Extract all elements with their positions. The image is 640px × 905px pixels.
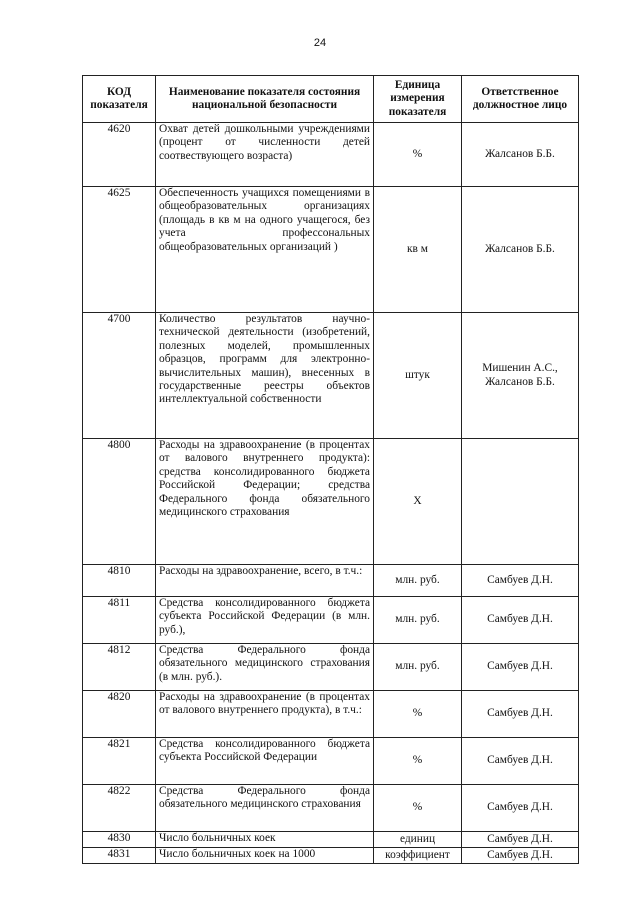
cell-unit: X <box>374 439 462 565</box>
cell-code: 4822 <box>83 785 156 832</box>
cell-name: Количество результатов научно-технической деятельности (изобретений, полезных моделей, промышленных образцов, программ для электронно-вычислительных машин), внесенных в государственные реестры объектов интеллектуальной собственности <box>156 313 374 439</box>
cell-responsible: Жалсанов Б.Б. <box>462 123 579 187</box>
cell-unit: млн. руб. <box>374 597 462 644</box>
cell-responsible: Самбуев Д.Н. <box>462 785 579 832</box>
cell-code: 4820 <box>83 691 156 738</box>
cell-unit: штук <box>374 313 462 439</box>
cell-code: 4811 <box>83 597 156 644</box>
cell-name: Средства консолидированного бюджета субъекта Российской Федерации (в млн. руб.), <box>156 597 374 644</box>
cell-code: 4700 <box>83 313 156 439</box>
cell-name: Средства консолидированного бюджета субъекта Российской Федерации <box>156 738 374 785</box>
table-body <box>83 123 579 864</box>
cell-name: Расходы на здравоохранение (в процентах от валового внутреннего продукта), в т.ч.: <box>156 691 374 738</box>
cell-name: Средства Федерального фонда обязательного медицинского страхования (в млн. руб.). <box>156 644 374 691</box>
cell-name: Число больничных коек на 1000 <box>156 848 374 864</box>
cell-name: Обеспеченность учащихся помещениями в общеобразовательных организациях (площадь в кв м на одного учащегося, без учета профессональных общеобразовательных организаций ) <box>156 187 374 313</box>
table-row <box>83 832 579 848</box>
cell-name: Расходы на здравоохранение, всего, в т.ч.: <box>156 565 374 597</box>
table-row <box>83 738 579 785</box>
cell-code: 4800 <box>83 439 156 565</box>
indicators-table <box>82 75 579 864</box>
cell-name: Число больничных коек <box>156 832 374 848</box>
table-row <box>83 848 579 864</box>
header-unit: Единица измерения показателя <box>374 76 462 123</box>
cell-unit: единиц <box>374 832 462 848</box>
cell-responsible: Мишенин А.С., Жалсанов Б.Б. <box>462 313 579 439</box>
cell-responsible: Самбуев Д.Н. <box>462 691 579 738</box>
cell-code: 4821 <box>83 738 156 785</box>
table-row <box>83 644 579 691</box>
cell-code: 4625 <box>83 187 156 313</box>
cell-responsible: Самбуев Д.Н. <box>462 565 579 597</box>
cell-name: Средства Федерального фонда обязательного медицинского страхования <box>156 785 374 832</box>
cell-code: 4831 <box>83 848 156 864</box>
cell-responsible: Самбуев Д.Н. <box>462 597 579 644</box>
cell-unit: кв м <box>374 187 462 313</box>
table-row <box>83 123 579 187</box>
table-row <box>83 597 579 644</box>
cell-unit: % <box>374 738 462 785</box>
cell-unit: % <box>374 691 462 738</box>
header-name: Наименование показателя состояния национальной безопасности <box>156 76 374 123</box>
header-responsible: Ответственное должностное лицо <box>462 76 579 123</box>
cell-responsible <box>462 439 579 565</box>
table-row <box>83 187 579 313</box>
cell-name: Расходы на здравоохранение (в процентах от валового внутреннего продукта): средства консолидированного бюджета Российской Федерации; средства Федерального фонда обязательного медицинского страхования <box>156 439 374 565</box>
cell-unit: коэффициент <box>374 848 462 864</box>
page-number: 24 <box>313 37 327 49</box>
header-code: КОД показателя <box>83 76 156 123</box>
cell-responsible: Самбуев Д.Н. <box>462 644 579 691</box>
cell-name: Охват детей дошкольными учреждениями (процент от численности детей соотвествующего возраста) <box>156 123 374 187</box>
cell-responsible: Самбуев Д.Н. <box>462 848 579 864</box>
cell-responsible: Самбуев Д.Н. <box>462 738 579 785</box>
cell-responsible: Жалсанов Б.Б. <box>462 187 579 313</box>
table-header-row <box>83 76 579 123</box>
table-row <box>83 439 579 565</box>
cell-unit: млн. руб. <box>374 565 462 597</box>
cell-unit: % <box>374 785 462 832</box>
cell-unit: млн. руб. <box>374 644 462 691</box>
cell-unit: % <box>374 123 462 187</box>
table-row <box>83 313 579 439</box>
cell-code: 4810 <box>83 565 156 597</box>
table-row <box>83 691 579 738</box>
cell-responsible: Самбуев Д.Н. <box>462 832 579 848</box>
table-row <box>83 785 579 832</box>
cell-code: 4830 <box>83 832 156 848</box>
table-row <box>83 565 579 597</box>
cell-code: 4812 <box>83 644 156 691</box>
cell-code: 4620 <box>83 123 156 187</box>
